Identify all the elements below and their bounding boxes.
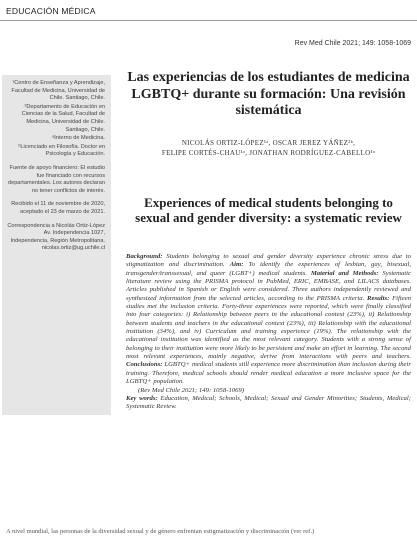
authors-line-1: NICOLÁS ORTIZ-LÓPEZ¹ᵃ, OSCAR JEREZ YÁÑEZ²ᵇ, xyxy=(181,139,356,147)
affiliation-a: ᵃInterno de Medicina. xyxy=(52,135,105,142)
funding-note: Fuente de apoyo financiero: El estudio fue financiado con recursos departamentales. Los autores declaran no tener conflictos de interés. xyxy=(7,164,105,194)
affiliations xyxy=(6,80,105,159)
body-text-start: A nivel mundial, las personas de la diversidad sexual y de género enfrentan estigmatización y discriminación (ver ref.) xyxy=(6,528,315,535)
affiliation-2: ²Departamento de Educación en Ciencias de la Salud, Facultad de Medicina, Universidad de Chile. Santiago, Chile. xyxy=(21,103,105,133)
methods-label: Material and Methods: xyxy=(310,269,379,277)
title-english: Experiences of medical students belonging to sexual and gender diversity: a systematic review xyxy=(135,195,402,225)
authors xyxy=(126,138,411,158)
background-text: Students belonging to sexual and gender diversity experience chronic stress due to stigmatization and discrimination. xyxy=(126,253,411,269)
abstract-body xyxy=(126,253,411,387)
sidebar-notes xyxy=(2,75,111,415)
keywords xyxy=(126,395,411,412)
abstract-citation: (Rev Med Chile 2021; 149: 1058-1069) xyxy=(138,386,245,394)
section-label: EDUCACIÓN MÉDICA xyxy=(6,6,96,16)
title-spanish: Las experiencias de los estudiantes de medicina LGBTQ+ durante su formación: Una revisión sistemática xyxy=(127,70,410,118)
affiliation-1: ¹Centro de Enseñanza y Aprendizaje, Facultad de Medicina, Universidad de Chile. Santiago, Chile. xyxy=(11,80,105,102)
authors-line-2: FELIPE CORTÉS-CHAU¹ᵃ, JONATHAN RODRÍGUEZ-CABELLO¹ᵃ xyxy=(161,149,376,157)
dates-note: Recibido el 11 de noviembre de 2020, aceptado el 23 de marzo de 2021. xyxy=(11,201,105,215)
affiliation-b: ᵇLicenciado en Filosofía. Doctor en Psicología y Educación. xyxy=(18,143,105,158)
results-label: Results: xyxy=(367,294,390,302)
background-label: Background: xyxy=(126,253,163,260)
results-text: Fifteen studies met the inclusion criteria. Forty-three experiences were reported, which were finally classified into four categories: i) Relationship between peers in the educational context (23%), ii) Relationship between students and teachers in the educational context (23%), iii) Relationship with the educational institution (34%), and iv) Curriculum and training experience (19%). The relationship with the educational institution was identified as the most relevant category. Students with a strong sense of belonging to their institution were more likely to be persistent and make an effort in learning. The second most relevant experiences, mainly negative, derive from interactions with peers and teachers. xyxy=(126,294,412,361)
correspondence-note: Correspondencia a Nicolás Ortiz-López Av. Independencia 1027, Independencia, Región Metropolitana. nicolas.ortiz@ug.uchile.cl xyxy=(7,222,105,252)
conclusions-text: LGBTQ+ medical students still experience more discrimination than inclusion during their training. Therefore, medical schools should render medical education a more inclusive space for the LGBTQ+ population. xyxy=(126,361,411,386)
journal-citation: Rev Med Chile 2021; 149: 1058-1069 xyxy=(294,40,411,47)
conclusions-label: Conclusions: xyxy=(126,361,163,369)
abstract xyxy=(126,253,411,412)
methods-text: Systematic literature review using the PRISMA protocol in PubMed, ERIC, EMBASE, and LILACS databases. Articles published in Spanish or English were considered. Three authors independently reviewed and synthesized information from the selected articles, according to the PRISMA criteria. xyxy=(126,269,412,302)
aim-text: To identify the experiences of lesbian, gay, bisexual, transgender/transsexual, and queer (LGBT+) medical students. xyxy=(126,261,411,277)
top-rule xyxy=(0,20,417,21)
keywords-label: Key words: xyxy=(126,394,158,402)
keywords-text: Education, Medical; Schools, Medical; Sexual and Gender Minorities; Students, Medical; Systematic Review. xyxy=(126,394,411,411)
aim-label: Aim: xyxy=(229,261,244,269)
